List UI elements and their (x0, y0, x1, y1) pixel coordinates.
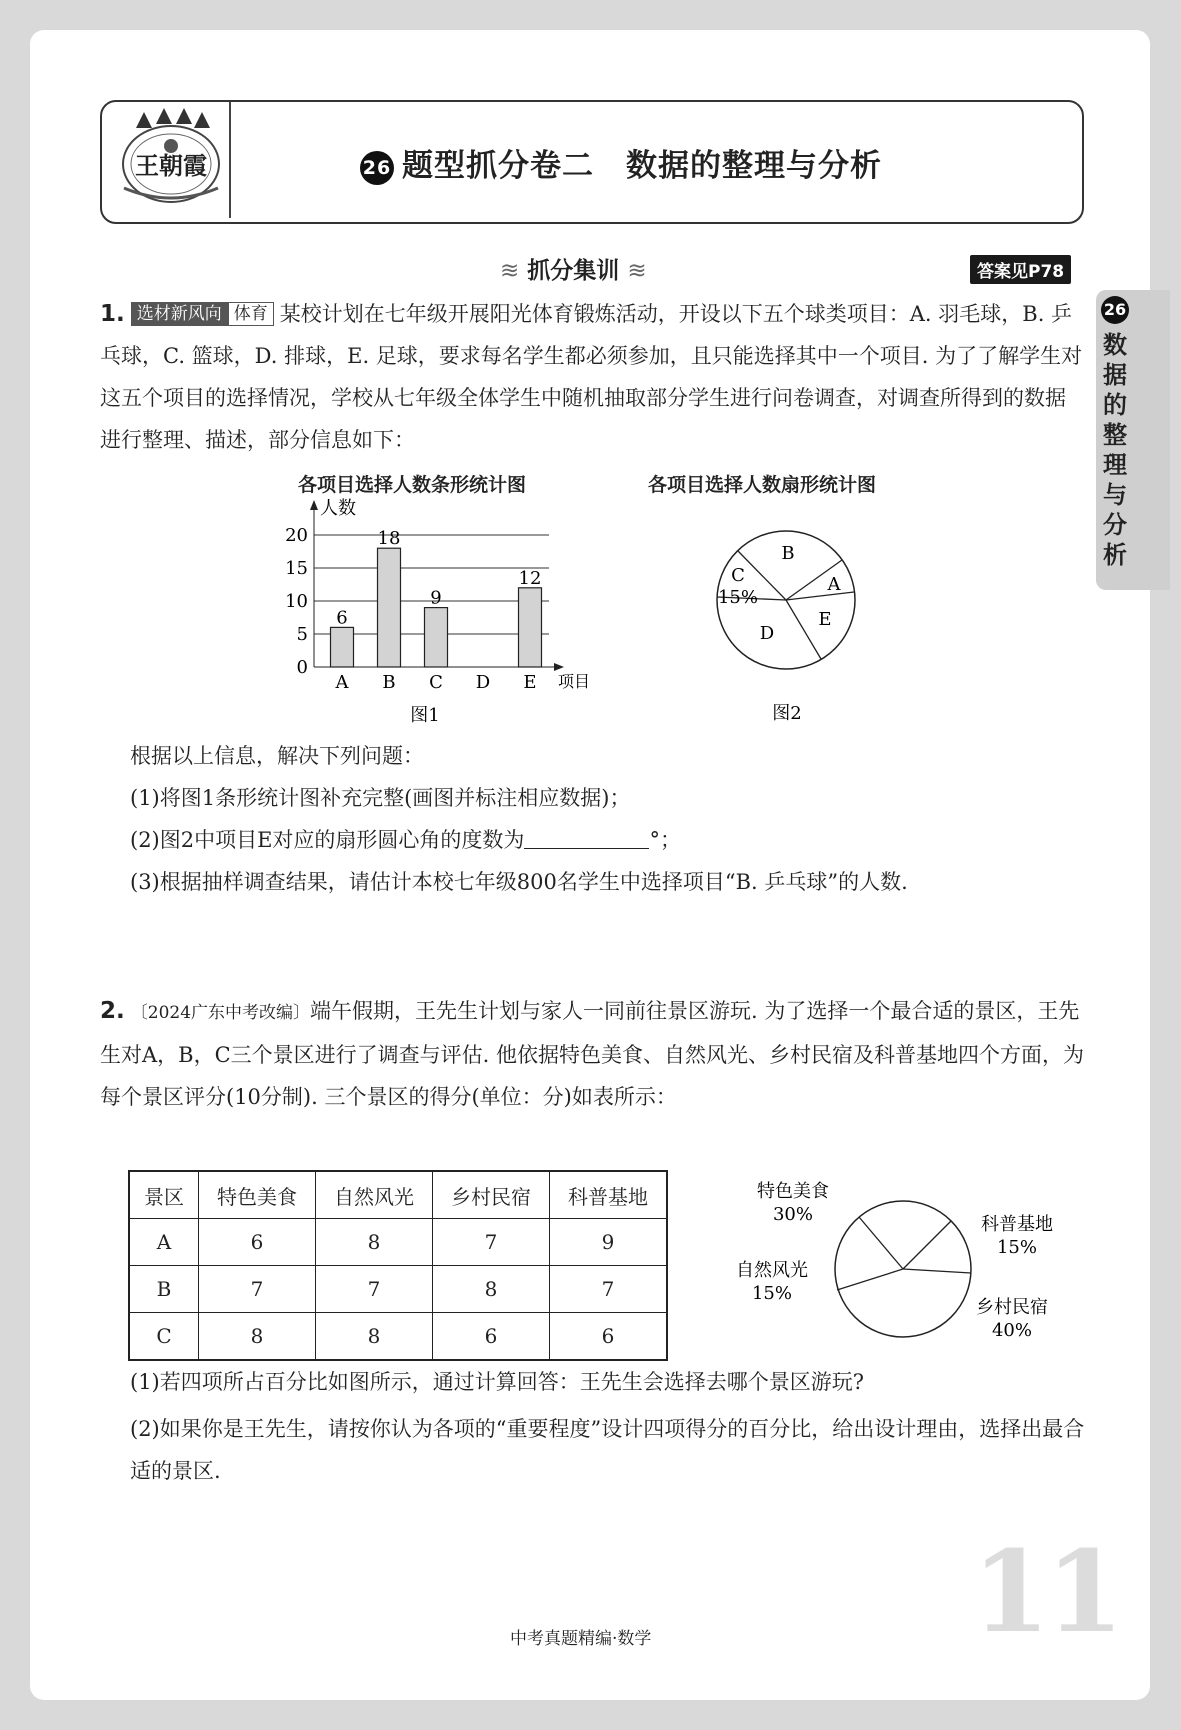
logo-emblem (116, 106, 226, 211)
pie-label-d: D (759, 623, 775, 644)
side-tab-char: 数 (1103, 331, 1127, 359)
q1-sub1: (1)将图1条形统计图补充完整(画图并标注相应数据)； (130, 786, 631, 810)
pie-caption: 图2 (772, 703, 802, 724)
y-tick-label: 15 (285, 558, 308, 579)
data-label: 9 (430, 587, 442, 609)
x-tick-label: E (523, 672, 537, 693)
section-heading (500, 252, 647, 285)
side-tab-char: 据 (1103, 361, 1127, 389)
question-1 (100, 293, 1085, 461)
pie-label: 自然风光 (736, 1260, 808, 1281)
pie-label: 特色美食 (757, 1181, 829, 1202)
y-tick-label: 10 (285, 591, 308, 612)
table-row (129, 1219, 667, 1266)
side-tab-char: 析 (1103, 541, 1127, 569)
table-cell: 7 (433, 1219, 550, 1266)
section-title: 抓分集训 (527, 258, 620, 284)
table-cell: C (129, 1313, 199, 1361)
pie-chart-weights (720, 1170, 1080, 1350)
pie-label-c: C (731, 565, 745, 586)
data-label: 6 (336, 607, 348, 629)
side-tab-char: 理 (1103, 451, 1127, 479)
table-header-cell: 景区 (129, 1171, 199, 1219)
pie-label-a: A (827, 574, 841, 595)
data-label: 12 (518, 567, 542, 589)
pie-sector-line (837, 1269, 903, 1290)
bar (425, 608, 448, 667)
table-cell: 6 (550, 1313, 668, 1361)
q1-sub2-suffix: °； (649, 828, 681, 852)
question-text: 某校计划在七年级开展阳光体育锻炼活动，开设以下五个球类项目：A. 羽毛球，B. 乒乓球，C. 篮球，D. 排球，E. 足球，要求每名学生都必须参加，且只能选择其中一个项目. 为了了解学生对这五个项目的选择情况，学校从七年级全体学生中随机抽取部分学生进行问卷调查，对调查所得到的数据进行整理、描述，部分信息如下： (100, 302, 1083, 452)
pie-chart-title: 各项目选择人数扇形统计图 (648, 474, 877, 496)
q2-sub2: (2)如果你是王先生，请按你认为各项的“重要程度”设计四项得分的百分比，给出设计理由，选择出最合适的景区. (130, 1417, 1085, 1483)
table-header-cell: 乡村民宿 (433, 1171, 550, 1219)
pie-percent: 15% (751, 1283, 793, 1304)
side-tab-number: 26 (1101, 296, 1129, 324)
chapter-number-badge: 26 (360, 151, 394, 185)
score-table (128, 1170, 668, 1361)
table-header-cell: 自然风光 (316, 1171, 433, 1219)
table-header-cell: 科普基地 (550, 1171, 668, 1219)
table-header-cell: 特色美食 (199, 1171, 316, 1219)
x-axis-arrow (554, 663, 564, 671)
footer-text: 中考真题精编·数学 (510, 1629, 652, 1649)
y-tick-label: 20 (285, 525, 308, 546)
table-cell: 6 (199, 1219, 316, 1266)
question-number: 1. (100, 301, 125, 327)
pie-percent: 15% (996, 1237, 1038, 1258)
table-cell: 7 (550, 1266, 668, 1313)
pie-label: 科普基地 (981, 1214, 1053, 1235)
q1-sub2 (130, 824, 681, 854)
table-cell: 8 (433, 1266, 550, 1313)
table-cell: 7 (199, 1266, 316, 1313)
pie-sector-line (903, 1269, 971, 1273)
x-tick-label: B (382, 672, 396, 693)
question-source: 〔2024广东中考改编〕 (130, 1003, 311, 1023)
bar (519, 588, 542, 667)
question-2 (100, 990, 1085, 1118)
side-tab-char: 的 (1103, 391, 1127, 419)
wave-icon: ≋ (500, 258, 520, 284)
pie-sector-line (903, 1221, 951, 1269)
q1-lead: 根据以上信息，解决下列问题： (130, 744, 424, 768)
table-cell: 6 (433, 1313, 550, 1361)
pie-label: 乡村民宿 (976, 1297, 1048, 1318)
table-cell: B (129, 1266, 199, 1313)
side-tab-char: 与 (1103, 481, 1127, 509)
q2-sub1: (1)若四项所占百分比如图所示，通过计算回答：王先生会选择去哪个景区游玩? (130, 1370, 865, 1394)
table-row (129, 1266, 667, 1313)
logo-text: 王朝霞 (135, 151, 207, 180)
page-title (360, 140, 882, 185)
q1-sub2-text: (2)图2中项目E对应的扇形圆心角的度数为 (130, 828, 525, 852)
page-number: 11 (972, 1527, 1120, 1658)
bar-chart (270, 496, 610, 731)
x-tick-label: D (475, 672, 491, 693)
x-tick-label: A (335, 672, 349, 693)
pie-percent-c: 15% (717, 587, 759, 608)
q1-sub3: (3)根据抽样调查结果，请估计本校七年级800名学生中选择项目“B. 乒乓球”的人数. (130, 870, 908, 894)
y-axis-label: 人数 (320, 498, 356, 519)
page-title-text: 题型抓分卷二 数据的整理与分析 (402, 148, 882, 184)
table-cell: 9 (550, 1219, 668, 1266)
bar-chart-caption: 图1 (410, 705, 440, 726)
table-cell: A (129, 1219, 199, 1266)
data-label: 18 (377, 528, 401, 550)
header-divider (229, 102, 231, 218)
table-cell: 7 (316, 1266, 433, 1313)
tag-new-trend: 选材新风向 (131, 302, 228, 326)
table-cell: 8 (316, 1313, 433, 1361)
bar-chart-title: 各项目选择人数条形统计图 (298, 474, 527, 496)
table-row (129, 1313, 667, 1361)
pie-sector-line (786, 600, 821, 659)
question-text: 端午假期，王先生计划与家人一同前往景区游玩. 为了选择一个最合适的景区，王先生对A，B，C三个景区进行了调查与评估. 他依据特色美食、自然风光、乡村民宿及科普基地四个方面，为每个景区评分(10分制). 三个景区的得分(单位：分)如表所示： (100, 999, 1085, 1109)
table-header-row (129, 1171, 667, 1219)
x-axis-label: 项目 (558, 672, 591, 691)
pie-sector-line (859, 1217, 903, 1269)
wave-icon: ≋ (627, 258, 647, 284)
side-tab-text (1098, 330, 1132, 570)
pie-chart-fig2 (700, 530, 870, 735)
question-number: 2. (100, 998, 125, 1024)
bar (378, 548, 401, 667)
tag-sports: 体育 (228, 302, 274, 326)
table-cell: 8 (316, 1219, 433, 1266)
table-cell: 8 (199, 1313, 316, 1361)
x-tick-label: C (429, 672, 443, 693)
side-tab-char: 整 (1103, 421, 1127, 449)
answer-reference-badge: 答案见P78 (970, 255, 1071, 284)
pie-percent: 40% (991, 1320, 1033, 1341)
y-axis-arrow (310, 500, 318, 510)
pie-label-e: E (818, 609, 832, 630)
answer-blank[interactable] (524, 828, 649, 849)
side-tab-char: 分 (1103, 511, 1127, 539)
y-tick-label: 0 (296, 657, 308, 678)
pie-label-b: B (781, 543, 795, 564)
y-tick-label: 5 (296, 624, 308, 645)
bar (331, 627, 354, 667)
pie-percent: 30% (772, 1204, 814, 1225)
